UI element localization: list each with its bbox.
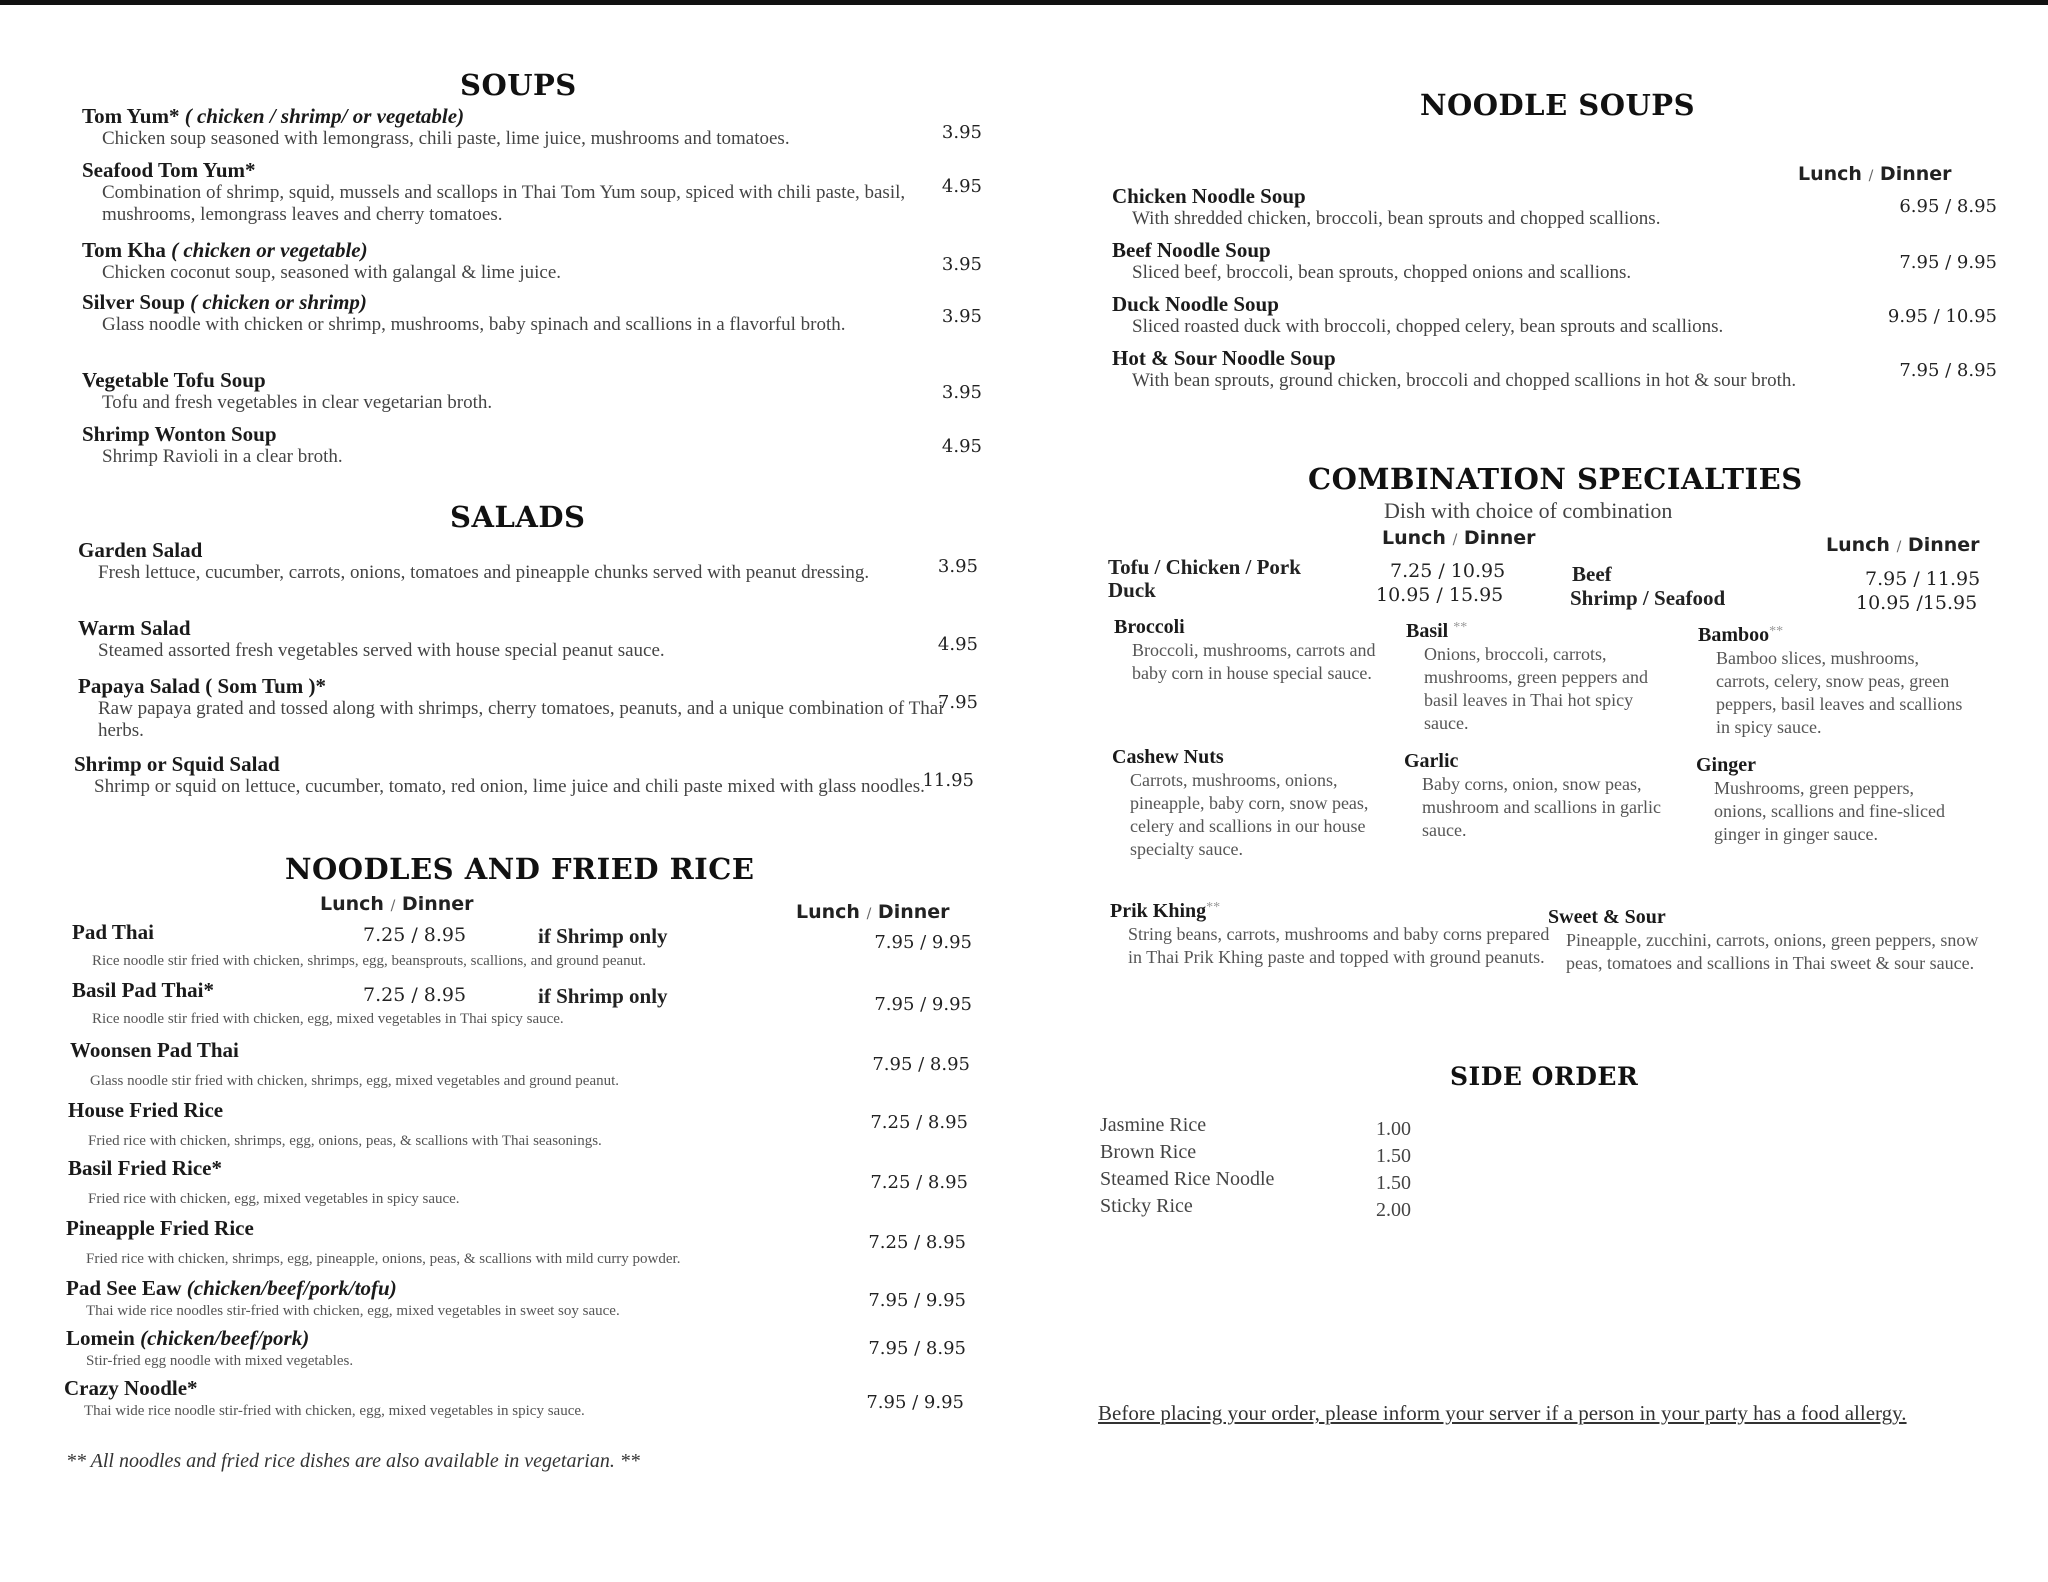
header-separator: / (1452, 532, 1458, 548)
combo-price: 10.95 / 15.95 (1376, 584, 1504, 606)
combo-dish (1406, 620, 1676, 735)
side-item-name: Sticky Rice (1100, 1195, 1193, 1217)
spicy-mark: ** (1769, 624, 1784, 639)
item-description: Tofu and fresh vegetables in clear vegetarian broth. (102, 392, 493, 413)
item-name: Chicken Noodle Soup (1112, 184, 1306, 208)
dish-name: Prik Khing (1110, 900, 1207, 922)
item-name: Seafood Tom Yum* (82, 158, 256, 182)
header-separator: / (1868, 168, 1874, 184)
menu-item (1112, 184, 1997, 230)
menu-item (1112, 292, 1997, 338)
combo-price: 7.25 / 10.95 (1390, 560, 1506, 582)
item-price: 7.95 / 8.95 (868, 1338, 966, 1359)
menu-item (78, 616, 978, 662)
item-price: 3.95 (941, 254, 982, 275)
menu-item (82, 368, 982, 414)
dish-description: Carrots, mushrooms, onions, pineapple, baby corn, snow peas, celery and scallions in our house specialty sauce. (1130, 770, 1369, 859)
side-item-name: Jasmine Rice (1100, 1114, 1207, 1136)
item-description: Glass noodle stir fried with chicken, shrimps, egg, mixed vegetables and ground peanut. (90, 1073, 620, 1089)
item-description: Shrimp or squid on lettuce, cucumber, tomato, red onion, lime juice and chili paste mixed with glass noodles. (94, 776, 925, 797)
protein-label: Tofu / Chicken / Pork (1108, 555, 1301, 579)
lunch-dinner-header (1826, 534, 1980, 556)
item-description: Thai wide rice noodle stir-fried with chicken, egg, mixed vegetables in spicy sauce. (84, 1403, 585, 1419)
combo-dish (1696, 754, 1966, 846)
shrimp-only-label: if Shrimp only (538, 984, 668, 1008)
item-name: Tom Kha (82, 238, 166, 262)
header-dinner: Dinner (1879, 163, 1952, 185)
item-option: (chicken/beef/pork) (140, 1326, 310, 1350)
item-option: ( chicken or vegetable) (171, 238, 368, 262)
right-page (1100, 0, 2000, 1582)
item-name: Woonsen Pad Thai (70, 1038, 239, 1062)
item-name: Warm Salad (78, 616, 191, 640)
combination-subtitle: Dish with choice of combination (1384, 498, 1673, 523)
side-item-price: 1.50 (1376, 1172, 1411, 1194)
spicy-mark: ** (1206, 900, 1221, 915)
dish-name: Cashew Nuts (1112, 746, 1224, 768)
item-description: Fried rice with chicken, shrimps, egg, pineapple, onions, peas, & scallions with mild curry powder. (86, 1251, 681, 1267)
item-description: Rice noodle stir fried with chicken, egg, mixed vegetables in Thai spicy sauce. (92, 1011, 564, 1027)
item-price: 3.95 (941, 122, 982, 143)
item-name: Pineapple Fried Rice (66, 1216, 254, 1240)
combo-dish (1110, 900, 1550, 969)
header-lunch: Lunch (1382, 527, 1446, 549)
item-price: 7.95 / 9.95 (868, 1290, 966, 1311)
item-name: Shrimp or Squid Salad (74, 752, 280, 776)
noodle-soups-title: NOODLE SOUPS (1420, 88, 1696, 122)
menu-item (70, 1038, 970, 1092)
item-name: House Fried Rice (68, 1098, 224, 1122)
combo-dish (1404, 750, 1674, 842)
menu-item (66, 1216, 966, 1270)
dish-name: Garlic (1404, 750, 1459, 772)
item-price: 4.95 (937, 634, 978, 655)
item-name: Papaya Salad ( Som Tum )* (78, 674, 326, 698)
item-name: Pad Thai (72, 920, 154, 944)
lunch-dinner-price: 7.25 / 8.95 (363, 984, 467, 1006)
dish-description: Baby corns, onion, snow peas, mushroom and scallions in garlic sauce. (1422, 774, 1661, 840)
item-description: Combination of shrimp, squid, mussels and scallops in Thai Tom Yum soup, spiced with chili paste, basil, mushrooms, lemongrass leaves and cherry tomatoes. (102, 182, 906, 225)
dish-name: Basil (1406, 620, 1449, 642)
menu-item (78, 674, 978, 742)
side-order-prices (1376, 1116, 1411, 1224)
item-description: Thai wide rice noodles stir-fried with chicken, egg, mixed vegetables in sweet soy sauce. (86, 1303, 620, 1319)
side-order-list (1100, 1112, 1274, 1220)
side-item-name: Steamed Rice Noodle (1100, 1168, 1275, 1190)
item-description: Stir-fried egg noodle with mixed vegetables. (86, 1353, 354, 1369)
combo-dish (1112, 746, 1382, 861)
lunch-dinner-header (1382, 527, 1536, 549)
header-separator: / (866, 906, 872, 922)
side-order-title: SIDE ORDER (1450, 1062, 1639, 1091)
menu-item (82, 158, 982, 226)
header-dinner: Dinner (401, 893, 474, 915)
combo-dish (1114, 616, 1384, 685)
menu-item (1112, 238, 1997, 284)
header-lunch: Lunch (1798, 163, 1862, 185)
item-name: Basil Pad Thai* (72, 978, 214, 1002)
item-name: Crazy Noodle* (64, 1376, 198, 1400)
dish-name: Sweet & Sour (1548, 906, 1666, 928)
soups-title: SOUPS (460, 68, 577, 102)
menu-item (82, 290, 982, 336)
item-description: Fried rice with chicken, shrimps, egg, onions, peas, & scallions with Thai seasonings. (88, 1133, 602, 1149)
header-dinner: Dinner (1463, 527, 1536, 549)
menu-item (74, 752, 974, 798)
item-price: 3.95 (937, 556, 978, 577)
menu-item (82, 104, 982, 150)
dish-description: Bamboo slices, mushrooms, carrots, celery, snow peas, green peppers, basil leaves and scallions in spicy sauce. (1716, 648, 1963, 737)
dish-description: Broccoli, mushrooms, carrots and baby corn in house special sauce. (1132, 640, 1376, 683)
menu-item (68, 1156, 968, 1210)
header-lunch: Lunch (320, 893, 384, 915)
item-name: Duck Noodle Soup (1112, 292, 1279, 316)
item-option: ( chicken or shrimp) (190, 290, 367, 314)
header-dinner: Dinner (877, 901, 950, 923)
menu-item (66, 1276, 966, 1322)
noodles-title: NOODLES AND FRIED RICE (285, 852, 755, 886)
menu-item (72, 920, 972, 972)
combo-dish (1698, 624, 1968, 739)
item-description: Fried rice with chicken, egg, mixed vegetables in spicy sauce. (88, 1191, 460, 1207)
menu-item (72, 978, 972, 1030)
menu-item (78, 538, 978, 584)
item-description: Shrimp Ravioli in a clear broth. (102, 446, 343, 467)
header-dinner: Dinner (1907, 534, 1980, 556)
menu-item (82, 422, 982, 468)
item-price: 7.95 (937, 692, 978, 713)
side-item-name: Brown Rice (1100, 1141, 1197, 1163)
left-page (60, 0, 982, 1582)
item-description: With shredded chicken, broccoli, bean sprouts and chopped scallions. (1132, 208, 1661, 229)
item-description: Glass noodle with chicken or shrimp, mushrooms, baby spinach and scallions in a flavorful broth. (102, 314, 846, 335)
header-separator: / (1896, 539, 1902, 555)
item-name: Tom Yum* (82, 104, 180, 128)
item-description: Raw papaya grated and tossed along with shrimps, cherry tomatoes, peanuts, and a unique combination of Thai herbs. (98, 698, 944, 741)
item-price: 7.95 / 9.95 (874, 932, 972, 953)
item-price: 7.25 / 8.95 (870, 1112, 968, 1133)
side-item-price: 2.00 (1376, 1199, 1411, 1221)
combo-price: 10.95 /15.95 (1856, 592, 1978, 614)
item-price: 4.95 (941, 436, 982, 457)
dish-description: Mushrooms, green peppers, onions, scallions and fine-sliced ginger in ginger sauce. (1714, 778, 1945, 844)
item-description: Sliced beef, broccoli, bean sprouts, chopped onions and scallions. (1132, 262, 1632, 283)
item-option: (chicken/beef/pork/tofu) (186, 1276, 397, 1300)
combo-dish (1548, 906, 1988, 975)
dish-description: Pineapple, zucchini, carrots, onions, green peppers, snow peas, tomatoes and scallions in Thai sweet & sour sauce. (1566, 930, 1979, 973)
item-name: Basil Fried Rice* (68, 1156, 222, 1180)
item-name: Lomein (66, 1326, 135, 1350)
menu-item (68, 1098, 968, 1152)
item-price: 7.95 / 9.95 (874, 994, 972, 1015)
dish-description: String beans, carrots, mushrooms and baby corns prepared in Thai Prik Khing paste and topped with ground peanuts. (1128, 924, 1550, 967)
item-price: 9.95 / 10.95 (1887, 306, 1997, 327)
item-price: 7.95 / 9.95 (1899, 252, 1997, 273)
menu-item (82, 238, 982, 284)
dish-name: Broccoli (1114, 616, 1185, 638)
protein-label: Beef (1572, 562, 1612, 586)
menu-item (1112, 346, 1997, 392)
shrimp-only-label: if Shrimp only (538, 924, 668, 948)
menu-item (64, 1376, 964, 1422)
spicy-mark: ** (1453, 620, 1468, 635)
item-name: Shrimp Wonton Soup (82, 422, 277, 446)
combo-price: 7.95 / 11.95 (1865, 568, 1981, 590)
lunch-dinner-price: 7.25 / 8.95 (363, 924, 467, 946)
menu-item (66, 1326, 966, 1372)
item-name: Pad See Eaw (66, 1276, 182, 1300)
item-description: Fresh lettuce, cucumber, carrots, onions, tomatoes and pineapple chunks served with peanut dressing. (98, 562, 870, 583)
side-item-price: 1.00 (1376, 1118, 1411, 1140)
item-name: Garden Salad (78, 538, 203, 562)
item-price: 7.95 / 8.95 (1899, 360, 1997, 381)
dish-description: Onions, broccoli, carrots, mushrooms, green peppers and basil leaves in Thai hot spicy sauce. (1424, 644, 1648, 733)
item-price: 6.95 / 8.95 (1899, 196, 1997, 217)
protein-label: Shrimp / Seafood (1570, 586, 1726, 610)
vegetarian-note: ** All noodles and fried rice dishes are also available in vegetarian. ** (66, 1450, 640, 1472)
item-description: With bean sprouts, ground chicken, broccoli and chopped scallions in hot & sour broth. (1132, 370, 1797, 391)
side-item-price: 1.50 (1376, 1145, 1411, 1167)
item-option: ( chicken / shrimp/ or vegetable) (184, 104, 465, 128)
salads-title: SALADS (450, 500, 586, 534)
item-price: 7.95 / 9.95 (866, 1392, 964, 1413)
dish-name: Bamboo (1698, 624, 1770, 646)
item-description: Rice noodle stir fried with chicken, shrimps, egg, beansprouts, scallions, and ground peanut. (92, 953, 647, 969)
item-description: Chicken soup seasoned with lemongrass, chili paste, lime juice, mushrooms and tomatoes. (102, 128, 790, 149)
item-price: 3.95 (941, 306, 982, 327)
item-name: Hot & Sour Noodle Soup (1112, 346, 1336, 370)
lunch-dinner-header (1798, 163, 1952, 185)
item-name: Silver Soup (82, 290, 185, 314)
combination-title: COMBINATION SPECIALTIES (1308, 462, 1803, 496)
item-description: Chicken coconut soup, seasoned with galangal & lime juice. (102, 262, 562, 283)
item-price: 11.95 (922, 770, 974, 791)
protein-label: Duck (1108, 578, 1156, 602)
item-name: Beef Noodle Soup (1112, 238, 1271, 262)
item-price: 3.95 (941, 382, 982, 403)
header-lunch: Lunch (1826, 534, 1890, 556)
item-price: 7.25 / 8.95 (868, 1232, 966, 1253)
lunch-dinner-header (320, 893, 474, 915)
item-name: Vegetable Tofu Soup (82, 368, 266, 392)
item-price: 4.95 (941, 176, 982, 197)
header-lunch: Lunch (796, 901, 860, 923)
item-description: Sliced roasted duck with broccoli, chopped celery, bean sprouts and scallions. (1132, 316, 1724, 337)
item-description: Steamed assorted fresh vegetables served with house special peanut sauce. (98, 640, 665, 661)
header-separator: / (390, 898, 396, 914)
dish-name: Ginger (1696, 754, 1756, 776)
item-price: 7.95 / 8.95 (872, 1054, 970, 1075)
item-price: 7.25 / 8.95 (870, 1172, 968, 1193)
allergy-notice: Before placing your order, please inform your server if a person in your party has a food allergy. (1098, 1401, 1907, 1425)
